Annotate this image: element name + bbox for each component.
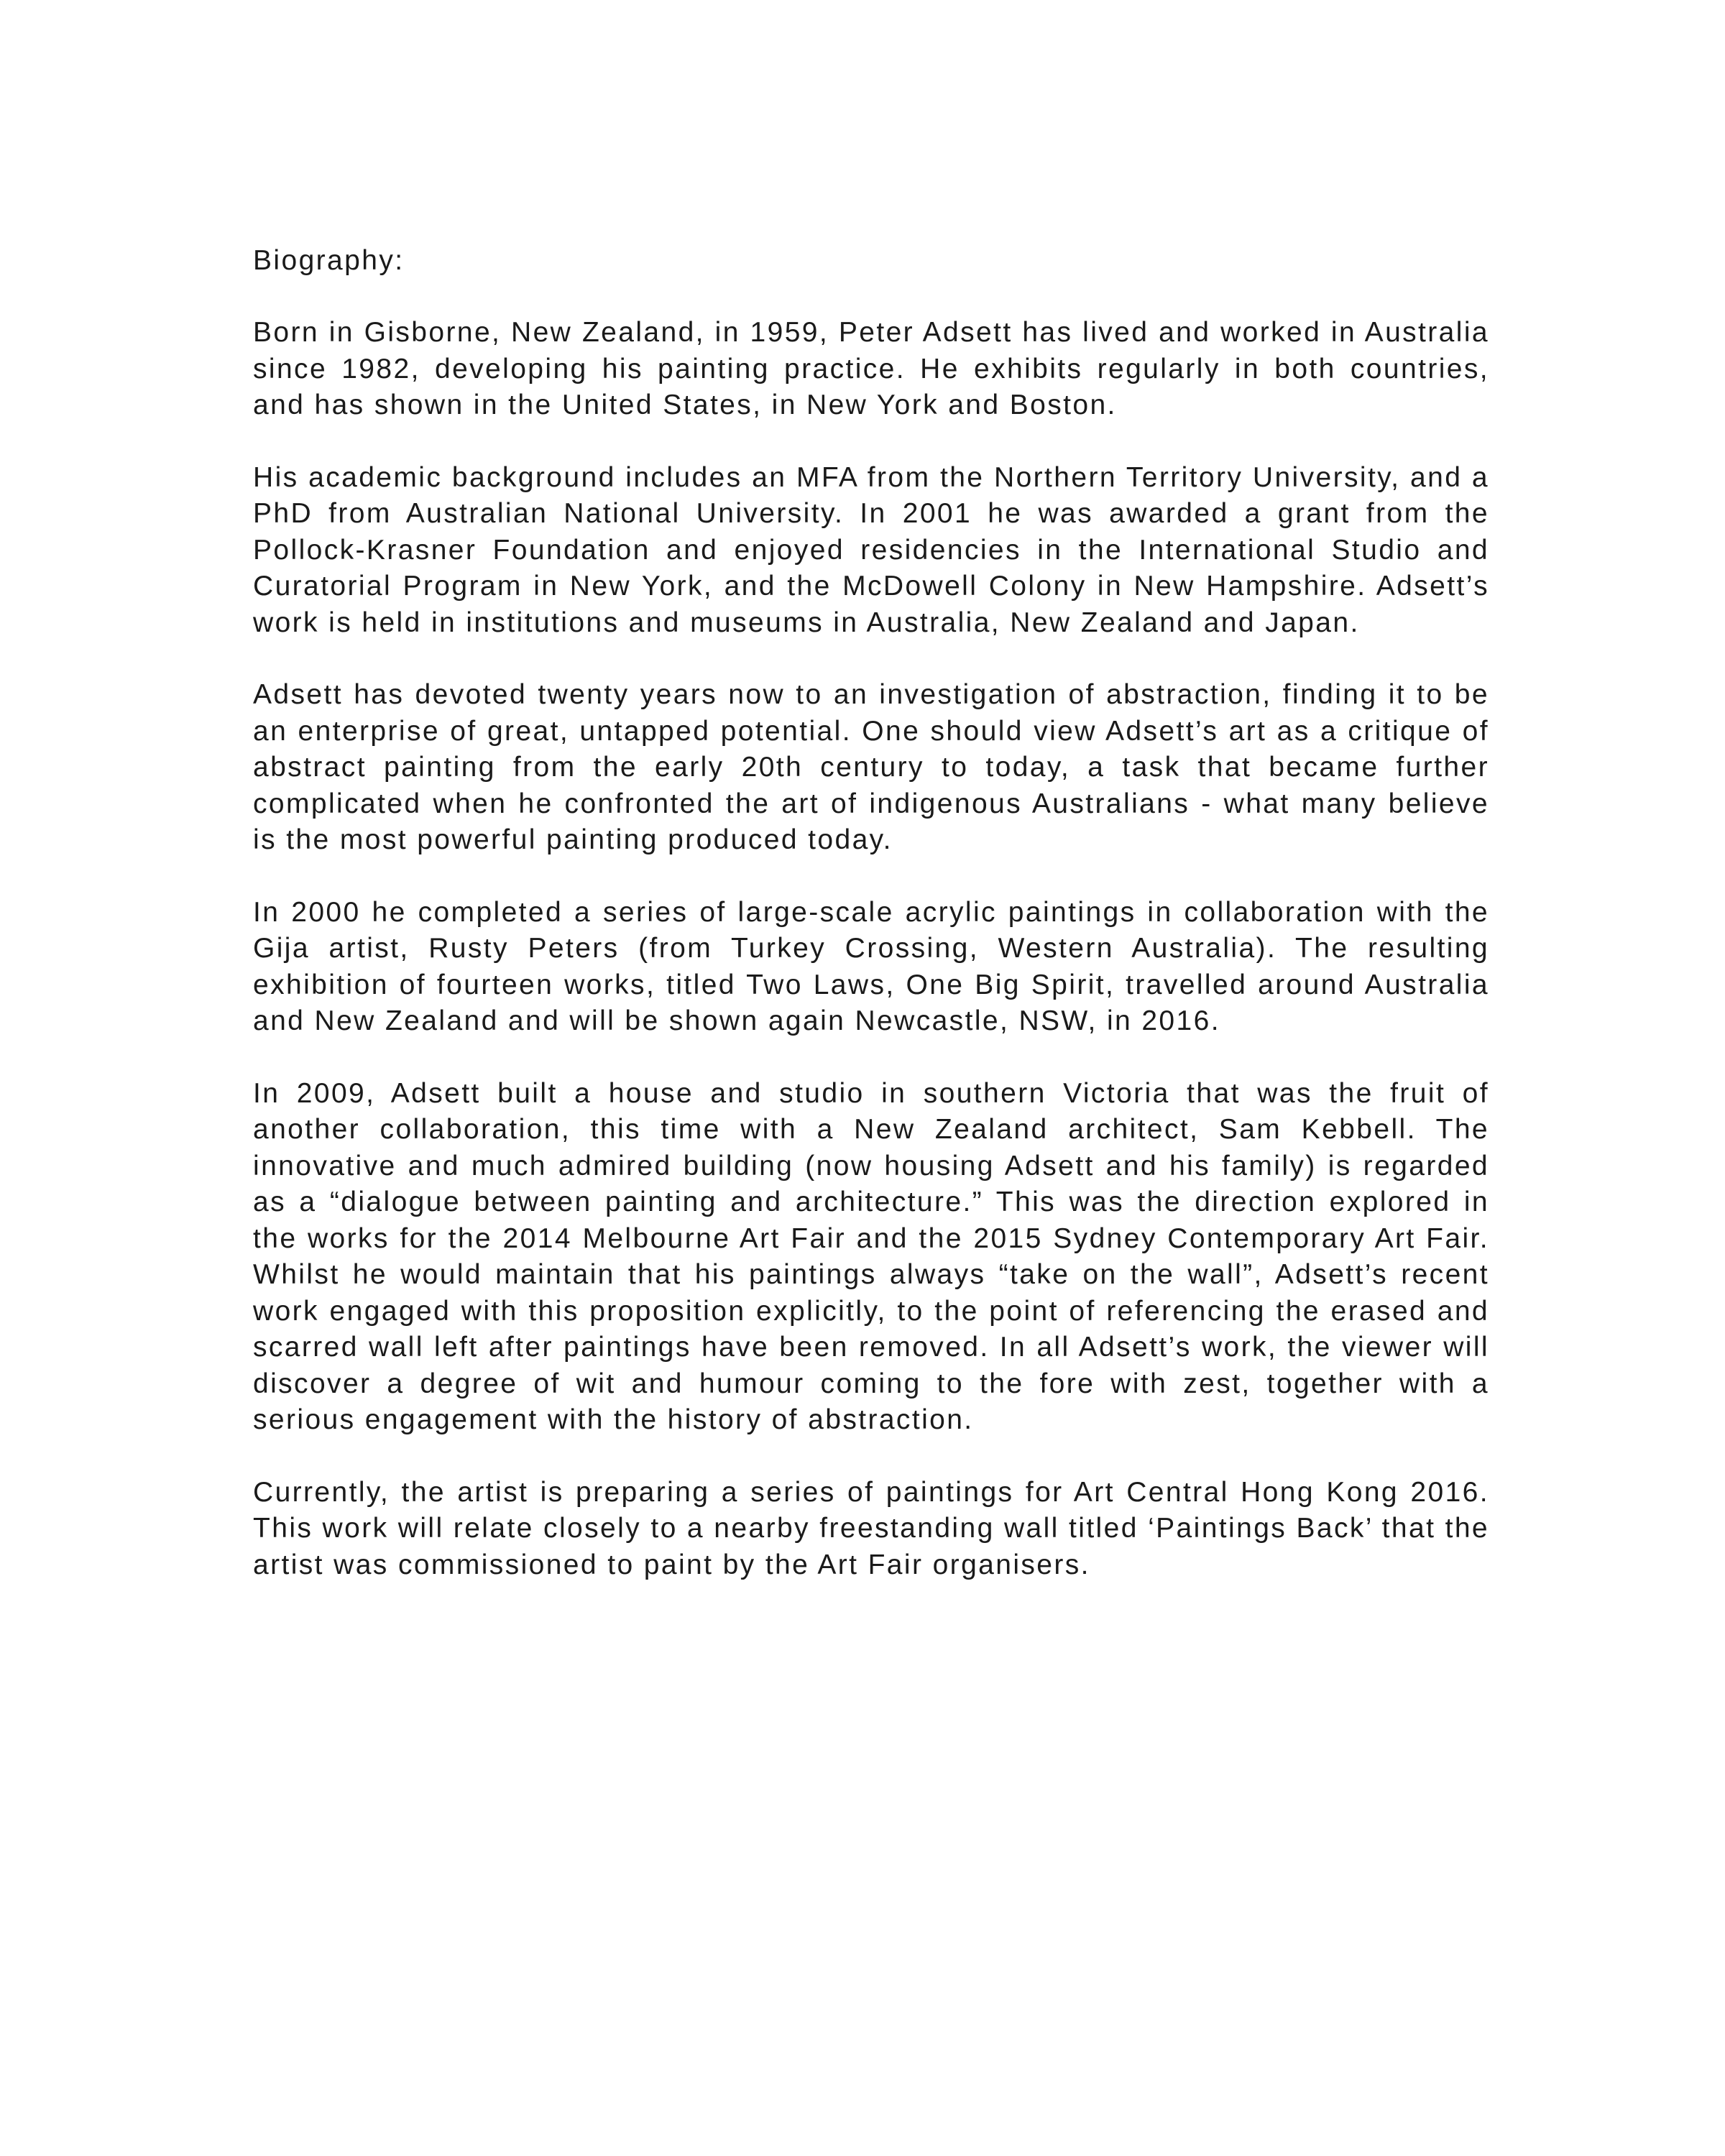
paragraph-academic-background: His academic background includes an MFA from the Northern Territory University, and a PhD from Australian National University. In 2001 he was awarded a grant from the Pollock-Krasner Foundation and enjoyed residencies in the International Studio and Curatorial Program in New York, and the McDowell Colony in New Hampshire. Adsett’s work is held in institutions and museums in Australia, New Zealand and Japan.: [253, 461, 1489, 638]
biography-heading: Biography:: [253, 245, 405, 276]
paragraph-house-and-studio: In 2009, Adsett built a house and studio in southern Victoria that was the fruit of another collaboration, this time with a New Zealand architect, Sam Kebbell. The innovative and much admired building (now housing Adsett and his family) is regarded as a “dialogue between painting and architecture.” This was the direction explored in the works for the 2014 Melbourne Art Fair and the 2015 Sydney Contemporary Art Fair. Whilst he would maintain that his paintings always “take on the wall”, Adsett’s recent work engaged with this proposition explicitly, to the point of referencing the erased and scarred wall left after paintings have been removed. In all Adsett’s work, the viewer will discover a degree of wit and humour coming to the fore with zest, together with a serious engagement with the history of abstraction.: [253, 1077, 1489, 1435]
paragraph-abstraction: Adsett has devoted twenty years now to an investigation of abstraction, finding it to be an enterprise of great, untapped potential. One should view Adsett’s art as a critique of abstract painting from the early 20th century to today, a task that became further complicated when he confronted the art of indigenous Australians - what many believe is the most powerful painting produced today.: [253, 679, 1489, 855]
paragraph-early-life: Born in Gisborne, New Zealand, in 1959, Peter Adsett has lived and worked in Australia since 1982, developing his painting practice. He exhibits regularly in both countries, and has shown in the United States, in New York and Boston.: [253, 317, 1489, 420]
biography-section: [253, 243, 1489, 1619]
paragraph-collaboration: In 2000 he completed a series of large-scale acrylic paintings in collaboration with the Gija artist, Rusty Peters (from Turkey Crossing, Western Australia). The resulting exhibition of fourteen works, titled Two Laws, One Big Spirit, travelled around Australia and New Zealand and will be shown again Newcastle, NSW, in 2016.: [253, 896, 1489, 1036]
paragraph-current-work: Currently, the artist is preparing a series of paintings for Art Central Hong Kong 2016. This work will relate closely to a nearby freestanding wall titled ‘Paintings Back’ that the artist was commissioned to paint by the Art Fair organisers.: [253, 1476, 1489, 1580]
